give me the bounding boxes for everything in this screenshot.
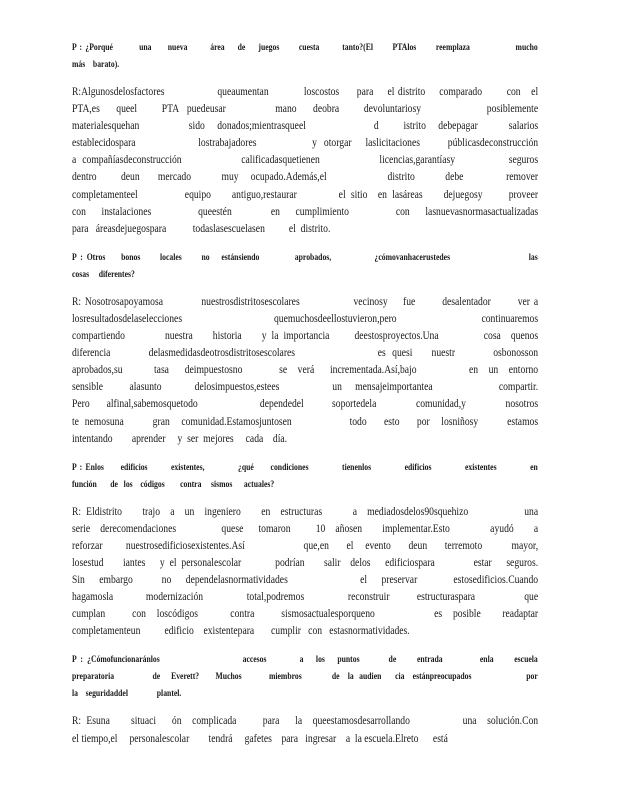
text-line: PTA,es queel PTA puedeusar mano deobra devoluntariosy posiblemente: [72, 103, 539, 116]
text-line: con instalaciones queestén en cumplimiento con lasnuevasnormasactualizadas: [72, 205, 539, 218]
question-paragraph: [72, 250, 538, 284]
answer-paragraph: [72, 713, 538, 747]
text-line: establecidospara lostrabajadores y otorgar laslicitaciones públicasdeconstrucción: [72, 137, 539, 150]
text-line: el tiempo,el personalescolar tendrá gafetes para ingresar a la escuela.Elreto está: [72, 732, 448, 745]
question-paragraph: [72, 652, 538, 703]
text-line: te nemosuna gran comunidad.Estamosjuntosen todo esto por losniñosy estamos: [72, 415, 539, 428]
paragraph-gap: [72, 494, 538, 504]
answer-paragraph: [72, 84, 538, 238]
text-line: P : Enlos edificios existentes, ¿qué condiciones tienenlos edificios existentes en: [72, 462, 538, 473]
text-line: cumplan con loscódigos contra sismosactualesporqueno es posible readaptar: [72, 608, 539, 621]
paragraph-gap: [72, 74, 538, 84]
text-line: losresultadosdelaselecciones quemuchosdeellostuvieron,pero continuaremos: [72, 312, 539, 325]
text-line: completamenteun edificio existentepara cumplir con estasnormatividades.: [72, 625, 410, 638]
text-line: dentro deun mercado muy ocupado.Además,el distrito debe remover: [72, 171, 539, 184]
text-line: intentando aprender y ser mejores cada día.: [72, 432, 288, 445]
answer-paragraph: [72, 504, 538, 641]
paragraph-gap: [72, 238, 538, 250]
paragraph-gap: [72, 703, 538, 713]
text-line: serie derecomendaciones quese tomaron 10 añosen implementar.Esto ayudó a: [72, 522, 539, 535]
text-line: Pero alfinal,sabemosquetodo dependedel soportedela comunidad,y nosotros: [72, 398, 539, 411]
text-line: a compañíasdeconstrucción calificadasquetienen licencias,garantíasy seguros: [72, 154, 539, 167]
text-line: más barato).: [72, 60, 120, 70]
text-line: compartiendo nuestra historia y la importancia deestosproyectos.Una cosa quenos: [72, 330, 539, 343]
question-paragraph: [72, 40, 538, 74]
paragraph-gap: [72, 448, 538, 460]
text-line: sensible alasunto delosimpuestos,estees un mensajeimportantea compartir.: [72, 381, 539, 394]
text-line: P : ¿Porqué una nueva área de juegos cuesta tanto?(El PTAlos reemplaza mucho: [72, 43, 538, 53]
text-line: aprobados,su tasa deimpuestosno se verá incrementada.Así,bajo en un entorno: [72, 364, 539, 377]
text-line: la seguridaddel plantel.: [72, 689, 182, 700]
text-line: losestud iantes y el personalescolar podrían salir delos edificiospara estar seguros.: [72, 556, 539, 569]
text-line: P : Otros bonos locales no estánsiendo aprobados, ¿cómovanhacerustedes las: [72, 252, 538, 263]
text-line: R:Algunosdelosfactores queaumentan loscostos para el distrito comparado con el: [72, 86, 539, 98]
text-line: función de los códigos contra sismos actuales?: [72, 479, 275, 490]
paragraph-gap: [72, 284, 538, 294]
text-line: Sin embargo no dependelasnormatividades el preservar estosedificios.Cuando: [72, 574, 539, 587]
answer-paragraph: [72, 294, 538, 448]
text-line: P : ¿Cómofuncionaránlos accesos a los puntos de entrada enla escuela: [72, 655, 538, 666]
text-line: preparatoria de Everett? Muchos miembros de la audien cia estánpreocupados por: [72, 672, 538, 683]
text-line: para áreasdejuegospara todaslasescuelasen el distrito.: [72, 222, 331, 235]
paragraph-gap: [72, 640, 538, 652]
text-line: hagamosla modernización total,podremos reconstruir estructuraspara que: [72, 591, 539, 604]
text-line: R: Nosotrosapoyamosa nuestrosdistritosescolares vecinosy fue desalentador ver a: [72, 295, 539, 308]
text-line: diferencia delasmedidasdeotrosdistritosescolares es quesi nuestr osbonosson: [72, 347, 539, 360]
text-line: materialesquehan sido donados;mientrasqueel d istrito debepagar salarios: [72, 120, 539, 133]
text-line: completamenteel equipo antiguo,restaurar el sitio en lasáreas dejuegosy proveer: [72, 188, 539, 201]
text-line: R: Esuna situaci ón complicada para la queestamosdesarrollando una solución.Con: [72, 715, 539, 728]
text-line: cosas diferentes?: [72, 269, 135, 280]
question-paragraph: [72, 460, 538, 494]
text-line: reforzar nuestrosedificiosexistentes.Así que,en el evento deun terremoto mayor,: [72, 539, 539, 552]
text-line: R: Eldistrito trajo a un ingeniero en estructuras a mediadosdelos90squehizo una: [72, 505, 539, 518]
document-body: [72, 40, 538, 748]
